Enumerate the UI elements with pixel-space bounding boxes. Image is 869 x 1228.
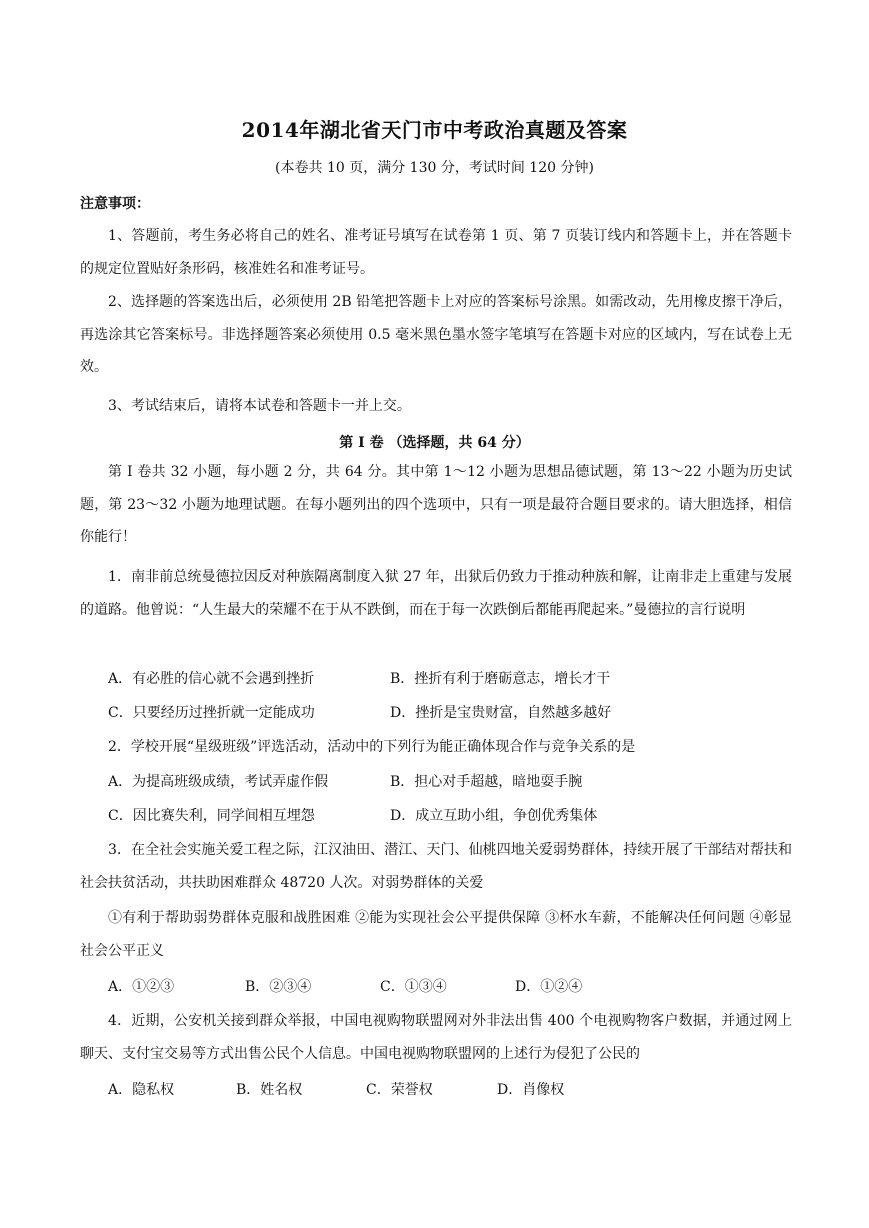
question-3-option-a: A．①②③ <box>108 979 175 995</box>
question-3-option-b: B．②③④ <box>245 979 312 995</box>
question-4-stem: 4．近期，公安机关接到群众举报，中国电视购物联盟网对外非法出售 400 个电视购物客户数据，并通过网上聊天、支付宝交易等方式出售公民个人信息。中国电视购物联盟网的上述行为侵犯了公民的 <box>80 1013 792 1062</box>
exam-subtitle: (本卷共 10 页，满分 130 分，考试时间 120 分钟) <box>275 160 594 176</box>
page-title: 2014年湖北省天门市中考政治真题及答案 <box>241 118 628 142</box>
notice-heading: 注意事项： <box>80 196 150 212</box>
question-2-option-c: C．因比赛失利，同学间相互埋怨 <box>108 808 315 824</box>
question-3-statements: ①有利于帮助弱势群体克服和战胜困难 ②能为实现社会公平提供保障 ③杯水车薪，不能解决任何问题 ④彰显社会公平正义 <box>80 910 792 959</box>
notice-item-2: 2、选择题的答案选出后，必须使用 2B 铅笔把答题卡上对应的答案标号涂黑。如需改动，先用橡皮擦干净后，再选涂其它答案标号。非选择题答案必须使用 0.5 毫米黑色墨水签字笔填写在答题卡对应的区域内，写在试卷上无效。 <box>80 294 792 375</box>
question-1-option-b: B．挫折有利于磨砺意志，增长才干 <box>390 671 611 687</box>
question-4-option-b: B．姓名权 <box>236 1082 303 1098</box>
question-1-option-d: D．挫折是宝贵财富，自然越多越好 <box>390 705 612 721</box>
question-3-option-c: C．①③④ <box>380 979 447 995</box>
question-1-option-a: A．有必胜的信心就不会遇到挫折 <box>108 671 315 687</box>
notice-item-3: 3、考试结束后，请将本试卷和答题卡一并上交。 <box>108 398 411 414</box>
section-heading: 第 I 卷 （选择题，共 64 分） <box>339 435 530 451</box>
question-3-stem: 3．在全社会实施关爱工程之际，江汉油田、潜江、天门、仙桃四地关爱弱势群体，持续开展了干部结对帮扶和社会扶贫活动，共扶助困难群众 48720 人次。对弱势群体的关爱 <box>80 842 792 891</box>
question-4-option-a: A．隐私权 <box>108 1082 175 1098</box>
question-3-option-d: D．①②④ <box>515 979 583 995</box>
question-1-stem: 1．南非前总统曼德拉因反对种族隔离制度入狱 27 年，出狱后仍致力于推动种族和解，让南非走上重建与发展的道路。他曾说：“人生最大的荣耀不在于从不跌倒，而在于每一次跌倒后都能再爬起来。”曼德拉的言行说明 <box>80 569 792 618</box>
section-intro: 第 I 卷共 32 小题，每小题 2 分，共 64 分。其中第 1～12 小题为思想品德试题，第 13～22 小题为历史试题，第 23～32 小题为地理试题。在每小题列出的四个选项中，只有一项是最符合题目要求的。请大胆选择，相信你能行！ <box>80 464 792 545</box>
notice-item-1: 1、答题前，考生务必将自己的姓名、准考证号填写在试卷第 1 页、第 7 页装订线内和答题卡上，并在答题卡的规定位置贴好条形码，核准姓名和准考证号。 <box>80 228 792 277</box>
question-2-stem: 2．学校开展“星级班级”评选活动，活动中的下列行为能正确体现合作与竞争关系的是 <box>108 739 636 755</box>
question-4-option-c: C．荣誉权 <box>366 1082 433 1098</box>
question-2-option-d: D．成立互助小组，争创优秀集体 <box>390 808 598 824</box>
question-2-option-b: B．担心对手超越，暗地耍手腕 <box>390 774 583 790</box>
question-2-option-a: A．为提高班级成绩，考试弄虚作假 <box>108 774 329 790</box>
question-4-option-d: D．肖像权 <box>497 1082 565 1098</box>
question-1-option-c: C．只要经历过挫折就一定能成功 <box>108 705 315 721</box>
